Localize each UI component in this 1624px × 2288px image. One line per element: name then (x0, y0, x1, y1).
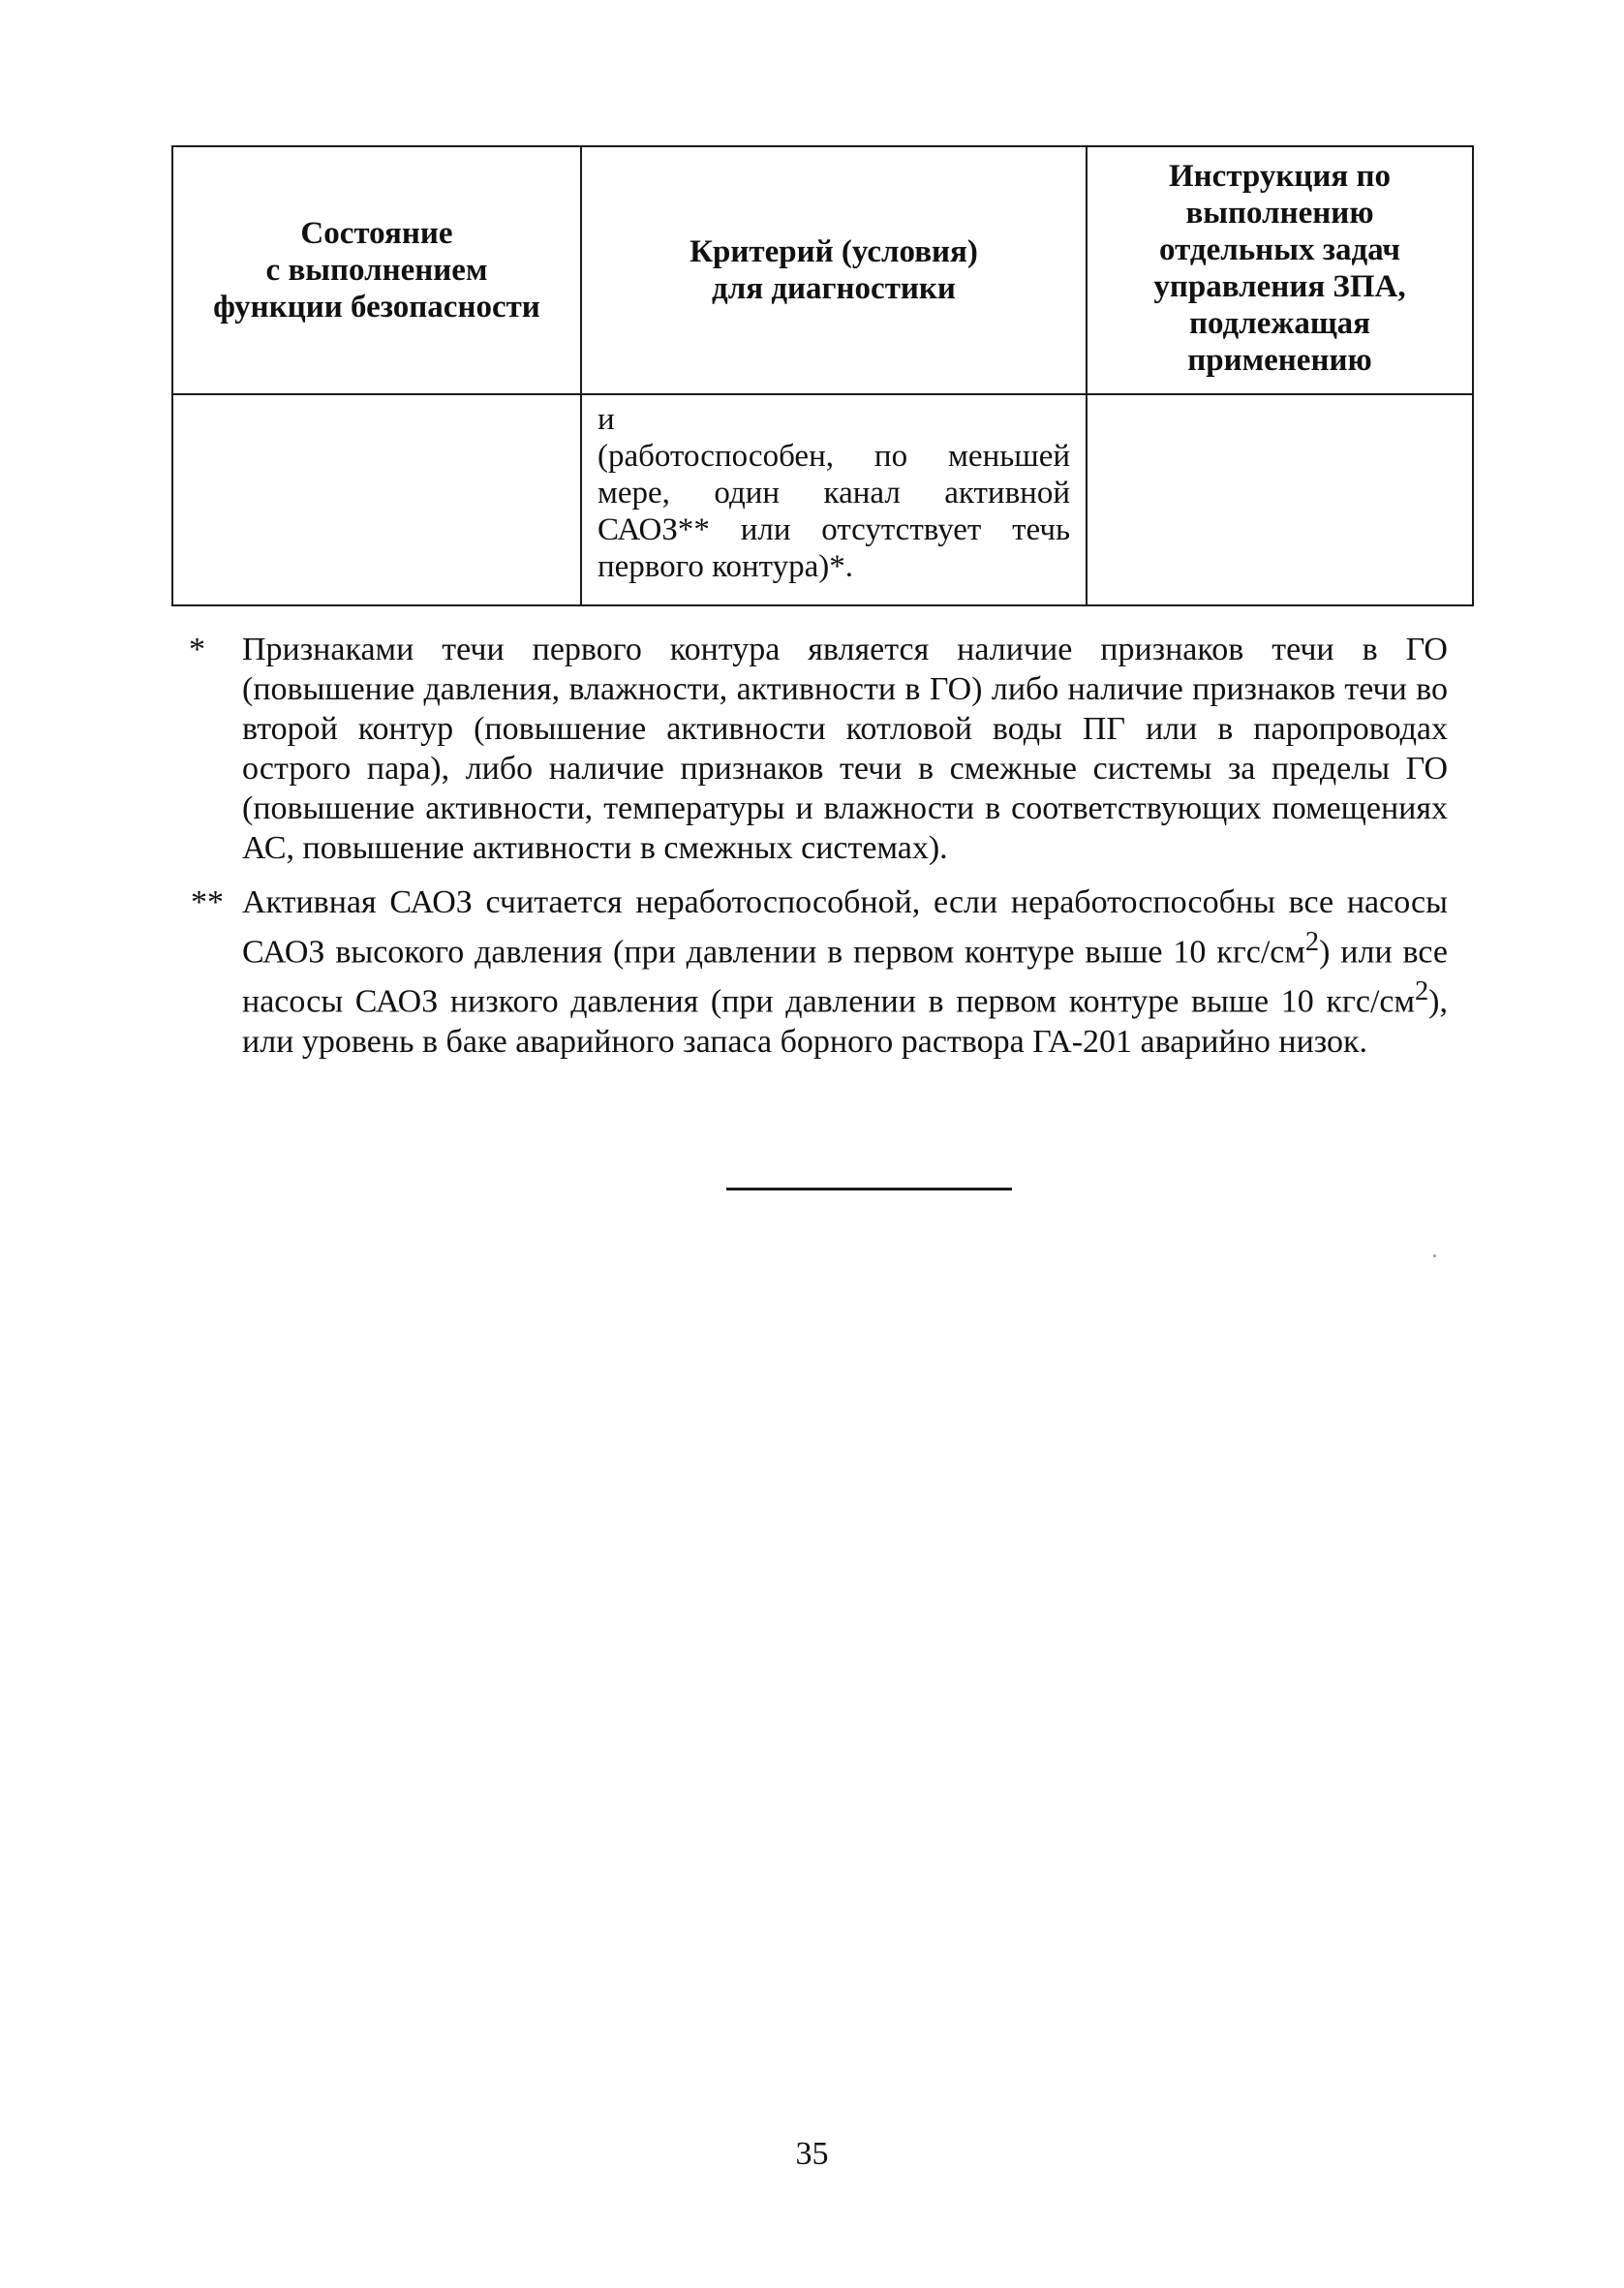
footnote (189, 630, 1448, 868)
scan-speck (1433, 1254, 1436, 1257)
table-header-row (172, 146, 1473, 394)
footnote-text: Признаками течи первого контура является наличие признаков течи в ГО (повышение давления, влажности, активности в ГО) либо наличие признаков течи во второй контур (повышение активности котловой воды ПГ или в паропроводах острого пара), либо наличие признаков течи в смежные системы за пределы ГО (повышение активности, температуры и влажности в соответствующих помещениях АС, повышение активности в смежных системах). (242, 632, 1448, 866)
footnote (189, 882, 1448, 1062)
header-state-line: функции безопасности (213, 290, 540, 325)
header-criterion (581, 146, 1087, 394)
end-of-section-rule (726, 1188, 1012, 1190)
header-instruction-line: применению (1187, 343, 1372, 378)
header-criterion-line: для диагностики (712, 271, 956, 306)
footnote-text: Активная САОЗ считается неработоспособной, если неработоспособны все насосы САОЗ высокого давления (при давлении в первом контуре выше 10 кгс/см (242, 884, 1448, 971)
header-state-line: Состояние (300, 216, 453, 251)
footnotes (189, 630, 1448, 1076)
header-instruction-line: отдельных задач (1159, 232, 1400, 267)
cell-instruction (1087, 394, 1473, 605)
criterion-text: (работоспособен, по меньшей мере, один канал активной САОЗ** или отсутствует течь первого контура)*. (598, 439, 1070, 584)
footnote-text: ), или уровень в баке аварийного запаса борного раствора ГА-201 аварийно низок. (242, 983, 1448, 1060)
header-instruction-line: подлежащая (1188, 306, 1371, 341)
header-state-line: с выполнением (265, 253, 488, 288)
header-instruction-line: выполнению (1185, 196, 1374, 231)
header-instruction (1087, 146, 1473, 394)
criteria-table (171, 145, 1474, 606)
criterion-conjunction: и (598, 402, 615, 437)
footnote-text: ) или все насосы САОЗ низкого давления (при давлении в первом контуре выше 10 кгс/см (242, 934, 1448, 1020)
header-criterion-line: Критерий (условия) (689, 234, 978, 269)
footnote-mark: * (189, 632, 205, 667)
header-instruction-line: управления ЗПА, (1153, 269, 1406, 304)
table-row (172, 394, 1473, 605)
header-state (172, 146, 581, 394)
cell-state (172, 394, 581, 605)
page-number: 35 (795, 2136, 829, 2172)
cell-criterion (581, 394, 1087, 605)
footnote-mark: ** (191, 884, 224, 920)
superscript: 2 (1304, 927, 1320, 957)
superscript: 2 (1415, 976, 1429, 1007)
header-instruction-line: Инструкция по (1168, 159, 1392, 194)
